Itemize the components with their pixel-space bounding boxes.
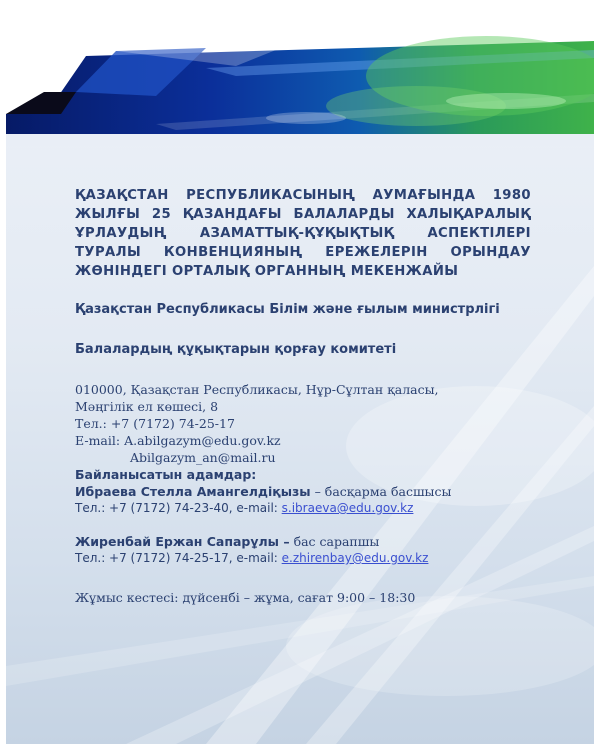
committee-name: Балалардың құқықтарын қорғау комитеті xyxy=(75,342,397,357)
address-block xyxy=(75,381,531,606)
contact-2-phone: Тел.: +7 (7172) 74-25-17, e-mail: xyxy=(75,551,282,565)
contacts-label: Байланысатын адамдар: xyxy=(75,467,257,482)
banner-graphic xyxy=(6,6,594,146)
address-line-2: Мәңгілік ел көшесі, 8 xyxy=(75,399,219,414)
contact-2 xyxy=(75,533,531,567)
contact-2-role: бас сарапшы xyxy=(289,534,380,549)
document-page xyxy=(6,6,594,744)
document-content xyxy=(75,186,531,606)
ministry-name: Қазақстан Республикасы Білім және ғылым министрлігі xyxy=(75,302,500,317)
contact-1 xyxy=(75,483,531,517)
contact-2-email-link[interactable]: e.zhirenbay@edu.gov.kz xyxy=(281,551,429,565)
phone-line: Тел.: +7 (7172) 74-25-17 xyxy=(75,416,235,431)
contact-2-name: Жиренбай Ержан Сапарұлы – xyxy=(75,534,290,549)
work-schedule: Жұмыс кестесі: дүйсенбі – жұма, сағат 9:00 – 18:30 xyxy=(75,590,416,605)
document-heading: ҚАЗАҚСТАН РЕСПУБЛИКАСЫНЫҢ АУМАҒЫНДА 1980 ЖЫЛҒЫ 25 ҚАЗАНДАҒЫ БАЛАЛАРДЫ ХАЛЫҚАРАЛЫҚ ҰРЛАУДЫҢ АЗАМАТТЫҚ-ҚҰҚЫҚТЫҚ АСПЕКТІЛЕРІ ТУРАЛЫ КОНВЕНЦИЯНЫҢ ЕРЕЖЕЛЕРІН ОРЫНДАУ ЖӨНІНДЕГІ ОРТАЛЫҚ ОРГАННЫҢ МЕКЕНЖАЙЫ xyxy=(75,188,531,279)
contact-1-name: Ибраева Стелла Амангелдіқызы xyxy=(75,484,311,499)
contact-1-role: – басқарма басшысы xyxy=(310,484,452,499)
header-banner xyxy=(6,6,594,146)
email-1[interactable]: A.abilgazym@edu.gov.kz xyxy=(124,433,281,448)
address-line-1: 010000, Қазақстан Республикасы, Нұр-Сұлтан қаласы, xyxy=(75,382,439,397)
email-2[interactable]: Abilgazym_an@mail.ru xyxy=(130,450,276,465)
email-line xyxy=(75,432,531,449)
contact-1-phone: Тел.: +7 (7172) 74-23-40, e-mail: xyxy=(75,501,282,515)
email-label: E-mail: xyxy=(75,433,125,448)
contact-1-email-link[interactable]: s.ibraeva@edu.gov.kz xyxy=(281,501,414,515)
